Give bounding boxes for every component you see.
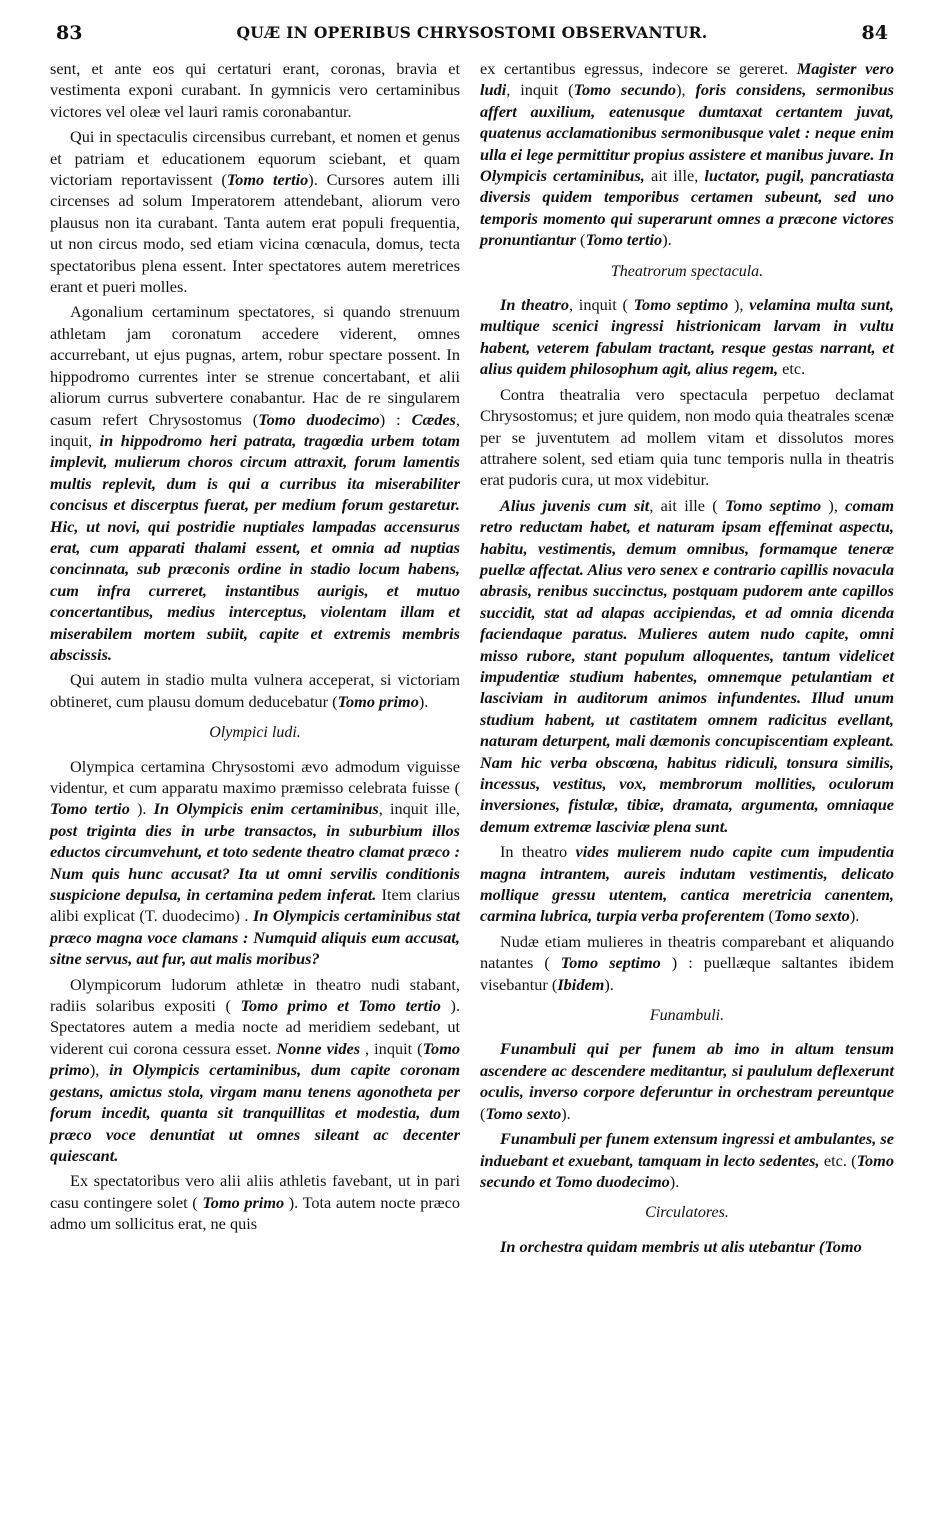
citation: Tomo secundo et Tomo duodecimo — [480, 1150, 894, 1191]
left-column — [50, 58, 460, 1239]
quote: velamina multa sunt, multique scenici ingressi histrionicam larvam in vultu habent, veterem fabulam tractant, resque gestas narrant, et alius quidem philosophum agit, alius regem, — [480, 295, 894, 379]
text: Contra theatralia vero spectacula perpetuo declamat Chrysostomus; et jure quidem, non modo quia theatrales scenæ per se juventutem ad mollem vitam et dissolutos mores attrahere solent, sed etiam quia tunc temporis nulla in theatris erat pudoris cura, ut mox videbitur. — [480, 384, 894, 490]
text: etc. ( — [819, 1150, 857, 1170]
text: ) : — [379, 409, 412, 429]
citation: Tomo — [824, 1236, 862, 1256]
text: ), — [821, 495, 846, 515]
quote: Alius juvenis cum sit — [500, 495, 650, 515]
text: ). — [418, 691, 429, 711]
citation: Tomo tertio — [50, 799, 130, 819]
page-header — [56, 22, 888, 48]
citation: Tomo primo et Tomo tertio — [240, 996, 441, 1016]
paragraph — [480, 1038, 894, 1124]
right-column — [480, 58, 894, 1261]
paragraph — [480, 58, 894, 251]
citation: Tomo primo — [202, 1192, 285, 1212]
quote: foris considens, sermonibus affert auxilium, eatenusque dumtaxat certantem juvat, quatenus acclamationibus sermonibusque valet : neque enim ulla ei lege permittitur propius assistere et manibus juvare. In Olympicis certaminibus, — [480, 80, 895, 186]
quote: in hippodromo heri patrata, tragœdia urbem totam implevit, mulierum choros circum attraxit, forum lamentis multis replevit, dum is qui a curribus ita miserabiliter concisus et discerptus fuerat, per medium forum gestaretur. Hic, ut novi, qui postridie nuptiales lampadas accensurus erat, cum apparati thalami essent, et omnia ad nuptias concinnata, sub præconis ordine in stadio locum habens, cum infra curreret, instantibus aurigis, et mutuo concertantibus, medius interceptus, violentam illam et miserabilem mortem subiit, capite et extremis membris abscissis. — [50, 430, 460, 664]
quote: Magister vero ludi — [480, 59, 895, 100]
text: Ex spectatoribus vero alii aliis athletis favebant, ut in pari casu contingere solet ( — [50, 1171, 460, 1212]
text: ). — [604, 974, 614, 994]
paragraph — [480, 1236, 894, 1257]
paragraph — [480, 495, 894, 838]
citation: Tomo secundo — [573, 80, 677, 100]
quote: Cædes — [411, 409, 456, 429]
paragraph — [480, 931, 894, 995]
text: ). Cursores autem illi circenses ad solum Imperatorem attendebant, aliorum vero plausus non ita curabant. Tanta autem erat populi frequentia, ut non circus modo, sed etiam vicina cœnacula, domus, tecta spectatoribus plena essent. Inter spectatores autem meretrices erant et pueri molles. — [50, 170, 460, 297]
text: ), — [676, 80, 696, 100]
citation: Tomo sexto — [773, 906, 850, 926]
section-heading: Funambuli. — [649, 1007, 725, 1025]
text: Qui autem in stadio multa vulnera acceperat, si victoriam obtineret, cum plausu domum deducebatur ( — [50, 670, 460, 711]
citation: Tomo duodecimo — [258, 409, 380, 429]
text: , inquit ( — [569, 295, 634, 315]
text: , inquit, — [50, 409, 460, 450]
text: ait ille, — [644, 166, 705, 186]
quote: Funambuli qui per funem ab imo in altum tensum ascendere ac descendere meditantur, si paululum deflexerunt oculis, inverso corpore deferuntur in orchestram pereuntque — [480, 1039, 894, 1102]
text: ). — [669, 1171, 680, 1191]
quote: in Olympicis certaminibus, dum capite coronam gestans, amictus stola, virgam manu tenens agonotheta per forum incedit, quanta sit tranquillitas et modestia, dum præco voce denuntiat ut omnes sileant ac decenter quiescant. — [50, 1060, 460, 1165]
paragraph — [480, 384, 894, 491]
quote: Nonne vides — [276, 1038, 361, 1058]
citation: Tomo primo — [337, 691, 419, 711]
text: ( — [764, 906, 774, 926]
paragraph — [480, 1128, 894, 1192]
page-number-left: 83 — [56, 22, 83, 44]
text: ), — [728, 295, 750, 315]
citation: Tomo septimo — [560, 953, 661, 973]
quote: In Olympicis certaminibus stat præco magna voce clamans : Numquid aliquis eum accusat, sitne servus, aut fur, aut malis moribus? — [50, 906, 460, 969]
citation: Tomo septimo — [724, 495, 822, 515]
text: etc. — [778, 359, 806, 379]
citation: Tomo primo — [50, 1038, 461, 1080]
text: Agonalium certaminum spectatores, si quando strenuum athletam jam coronatum accedere viderent, omnes accurrebant, ut ejus pugnas, artem, robur spectare possent. In hippodromo currentes inter se strenue concertabant, et alii aliorum currus subvertere conabantur. Hac de re singularem casum refert Chrysostomus ( — [50, 302, 460, 429]
text: ( — [480, 1103, 486, 1123]
citation: Tomo tertio — [226, 170, 309, 190]
citation: Tomo tertio — [585, 230, 663, 250]
paragraph — [480, 294, 894, 380]
section-heading: Circulatores. — [645, 1204, 729, 1222]
text: Olympicorum ludorum athletæ in theatro nudi stabant, radiis solaribus expositi ( — [50, 974, 460, 1016]
text: ). Spectatores autem a media nocte ad meridiem sedebant, ut viderent cui corona cessura esset. — [50, 996, 461, 1058]
citation: Ibidem — [557, 974, 605, 994]
text: ). — [849, 906, 860, 926]
quote: In orchestra quidam membris ut alis utebantur ( — [500, 1236, 825, 1256]
text: ). — [561, 1103, 571, 1123]
text: , inquit ille, — [378, 799, 460, 819]
paragraph — [50, 126, 460, 297]
text: sent, et ante eos qui certaturi erant, coronas, bravia et vestimenta exponi curabant. In gymnicis vero certaminibus victores vel oleæ vel lauri ramis coronabantur. — [50, 59, 460, 121]
text: Qui in spectaculis circensibus currebant, et nomen et genus et patriam et educationem equorum sciebant, et quam victoriam reportavissent ( — [50, 127, 460, 190]
text: , inquit ( — [360, 1038, 423, 1058]
text: ). — [129, 799, 154, 819]
text: Olympica certamina Chrysostomi ævo admodum viguisse videntur, et cum apparatu maximo præmisso celebrata fuisse ( — [50, 756, 460, 797]
text: Nudæ etiam mulieres in theatris comparebant et aliquando natantes ( — [480, 931, 894, 973]
section-heading: Olympici ludi. — [209, 724, 301, 742]
text: ), — [89, 1060, 110, 1080]
text: Item clarius alibi explicat (T. duodecimo) . — [50, 885, 460, 926]
running-title: QUÆ IN OPERIBUS CHRYSOSTOMI OBSERVANTUR. — [236, 23, 708, 42]
text: ). — [662, 230, 672, 250]
quote: vides mulierem nudo capite cum impudentia magna intrantem, aureis indutam vestimentis, delicato mollique gressu utentem, cantica meretricia canentem, carmina lubrica, turpia verba proferentem — [480, 842, 894, 926]
quote: comam retro reductam habet, et naturam ipsam effeminat aspectu, habitu, vestimentis, demum omnibus, formamque teneræ puellæ affectat. Alius vero senex e contrario capillis novacula abrasis, renibus succinctus, postquam pudorem ante capillos succidit, stat ad alapas accipiendas, et ad omnia dicenda faciendaque paratus. Mulieres autem nudo capite, omni misso rubore, stant populum alloquentes, tantum videlicet impudentiæ studium habentes, omnemque petulantiam et lasciviam in auditorum animos infundentes. Illud unum studium habent, ut castitatem omnem radicitus evellant, naturam deturpent, mali dæmonis concupiscentiam expleant. Nam hic verba obscœna, habitus ridiculi, tonsura similis, incessus, vestitus, vox, membrorum mollities, oculorum inversiones, fistulæ, tibiæ, dramata, argumenta, omniaque demum extremæ lasciviæ plena sunt. — [480, 495, 895, 836]
quote: In theatro — [500, 295, 570, 315]
citation: Tomo septimo — [633, 295, 729, 315]
paragraph — [50, 974, 460, 1167]
paragraph — [50, 669, 460, 712]
section-heading: Theatrorum spectacula. — [610, 262, 764, 280]
paragraph — [480, 841, 894, 927]
citation: Tomo sexto — [485, 1103, 562, 1123]
text: ex certantibus egressus, indecore se gereret. — [480, 59, 797, 78]
quote: Funambuli per funem extensum ingressi et ambulantes, se induebant et exuebant, tamquam in lecto sedentes, — [480, 1129, 894, 1170]
text: ( — [575, 230, 586, 250]
text: ) : puellæque saltantes ibidem visebantur ( — [480, 953, 894, 994]
paragraph — [50, 301, 460, 665]
paragraph — [50, 1170, 460, 1234]
quote: In Olympicis enim certaminibus — [153, 799, 379, 819]
text: In theatro — [500, 842, 576, 862]
page-number-right: 84 — [861, 22, 888, 44]
paragraph — [50, 58, 460, 122]
paragraph — [50, 756, 460, 970]
text: , ait ille ( — [649, 495, 725, 515]
text: ). Tota autem nocte præco admo um sollicitus erat, ne quis — [50, 1192, 460, 1234]
quote: luctator, pugil, pancratiasta diversis quidem temporibus certamen subeunt, sed uno temporis momento qui superarunt omnes a præcone victores pronuntiantur — [480, 166, 894, 250]
quote: post triginta dies in urbe transactos, in suburbium illos eductos circumvehunt, et toto sedente theatro clamat præco : Num quis hunc accusat? Ita ut omni servilis conditionis suspicione depulsa, in certamina pedem inferat. — [50, 820, 460, 905]
text: , inquit ( — [506, 80, 574, 100]
